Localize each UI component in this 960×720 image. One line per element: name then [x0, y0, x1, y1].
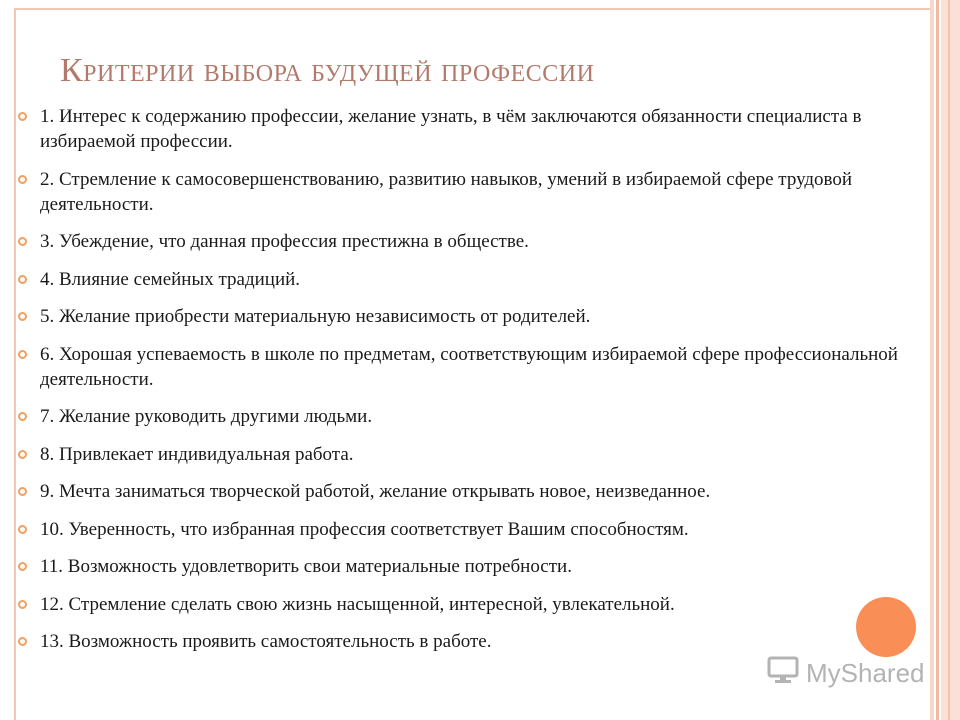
bullet-icon — [18, 600, 27, 609]
list-item — [18, 629, 938, 654]
bullet-icon — [18, 237, 27, 246]
list-item — [18, 342, 938, 392]
bullet-icon — [18, 562, 27, 571]
list-item-text: 1. Интерес к содержанию профессии, желание узнать, в чём заключаются обязанности специалиста в избираемой профессии. — [40, 106, 862, 152]
list-item — [18, 404, 938, 429]
list-item — [18, 442, 938, 467]
list-item-text: 8. Привлекает индивидуальная работа. — [40, 443, 354, 465]
list-item — [18, 479, 938, 504]
list-item — [18, 592, 938, 617]
list-item — [18, 554, 938, 579]
watermark-text: MyShared — [806, 658, 925, 688]
list-item — [18, 229, 938, 254]
list-item-text: 5. Желание приобрести материальную независимость от родителей. — [40, 306, 591, 327]
bullet-icon — [18, 487, 27, 496]
bullet-icon — [18, 112, 27, 121]
bullet-icon — [18, 412, 27, 421]
monitor-icon — [766, 655, 800, 692]
list-item-text: 13. Возможность проявить самостоятельность в работе. — [40, 631, 492, 652]
list-item-text: 12. Стремление сделать свою жизнь насыщенной, интересной, увлекательной. — [40, 593, 675, 615]
list-item-text: 9. Мечта заниматься творческой работой, желание открывать новое, неизведанное. — [40, 481, 711, 502]
list-item — [18, 304, 938, 329]
decorative-circle — [856, 597, 916, 657]
list-item-text: 3. Убеждение, что данная профессия престижна в обществе. — [40, 231, 529, 252]
list-item — [18, 167, 938, 217]
bullet-icon — [18, 312, 27, 321]
slide-title: Критерии выбора будущей профессии — [60, 52, 595, 89]
criteria-list — [18, 104, 938, 667]
list-item-text: 2. Стремление к самосовершенствованию, развитию навыков, умений в избираемой сфере трудовой деятельности. — [40, 168, 853, 215]
list-item-text: 4. Влияние семейных традиций. — [40, 268, 301, 290]
bullet-icon — [18, 450, 27, 459]
bullet-icon — [18, 525, 27, 534]
list-item-text: 11. Возможность удовлетворить свои материальные потребности. — [40, 556, 572, 577]
bullet-icon — [18, 275, 27, 284]
watermark — [766, 655, 925, 692]
list-item-text: 6. Хорошая успеваемость в школе по предметам, соответствующим избираемой сфере профессиональной деятельности. — [40, 343, 898, 390]
list-item-text: 10. Уверенность, что избранная профессия соответствует Вашим способностям. — [40, 518, 689, 540]
bullet-icon — [18, 350, 27, 359]
list-item — [18, 267, 938, 292]
list-item — [18, 517, 938, 542]
bullet-icon — [18, 175, 27, 184]
list-item — [18, 104, 938, 154]
bullet-icon — [18, 637, 27, 646]
list-item-text: 7. Желание руководить другими людьми. — [40, 406, 373, 427]
